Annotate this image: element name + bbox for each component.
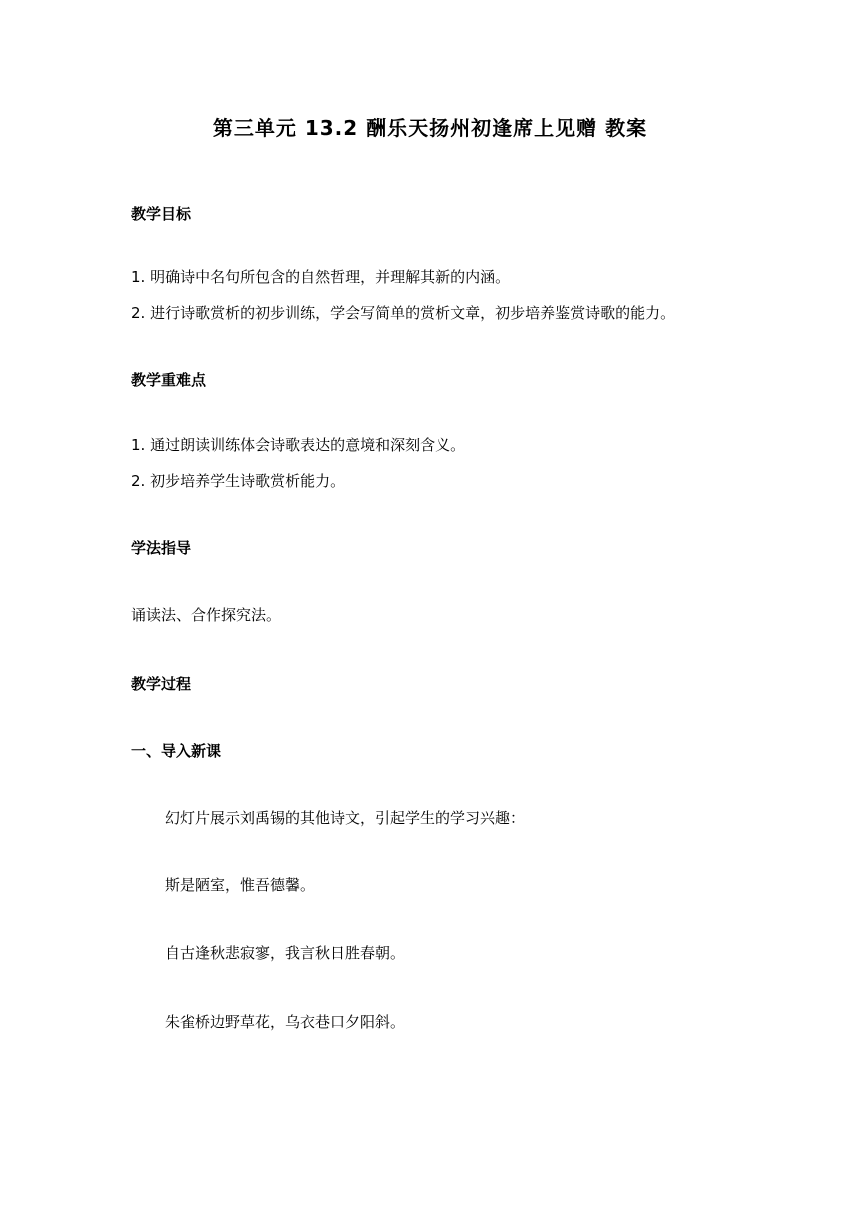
poem-line-2: 自古逢秋悲寂寥，我言秋日胜春朝。 bbox=[165, 944, 406, 962]
section-heading-teaching-process: 教学过程 bbox=[131, 675, 192, 693]
study-method-text: 诵读法、合作探究法。 bbox=[131, 606, 282, 624]
section-heading-key-points: 教学重难点 bbox=[131, 371, 207, 389]
intro-paragraph: 幻灯片展示刘禹锡的其他诗文，引起学生的学习兴趣： bbox=[165, 809, 526, 827]
poem-line-3: 朱雀桥边野草花，乌衣巷口夕阳斜。 bbox=[165, 1013, 406, 1031]
goal-item-1: 1. 明确诗中名句所包含的自然哲理，并理解其新的内涵。 bbox=[131, 268, 511, 286]
document-title: 第三单元 13.2 酬乐天扬州初逢席上见赠 教案 bbox=[212, 116, 648, 140]
key-point-item-2: 2. 初步培养学生诗歌赏析能力。 bbox=[131, 472, 346, 490]
key-point-item-1: 1. 通过朗读训练体会诗歌表达的意境和深刻含义。 bbox=[131, 436, 466, 454]
goal-item-2: 2. 进行诗歌赏析的初步训练，学会写简单的赏析文章，初步培养鉴赏诗歌的能力。 bbox=[131, 304, 676, 322]
poem-line-1: 斯是陋室，惟吾德馨。 bbox=[165, 876, 316, 894]
section-heading-study-method: 学法指导 bbox=[131, 539, 192, 557]
subsection-heading-intro: 一、导入新课 bbox=[131, 742, 222, 760]
section-heading-teaching-goals: 教学目标 bbox=[131, 205, 192, 223]
